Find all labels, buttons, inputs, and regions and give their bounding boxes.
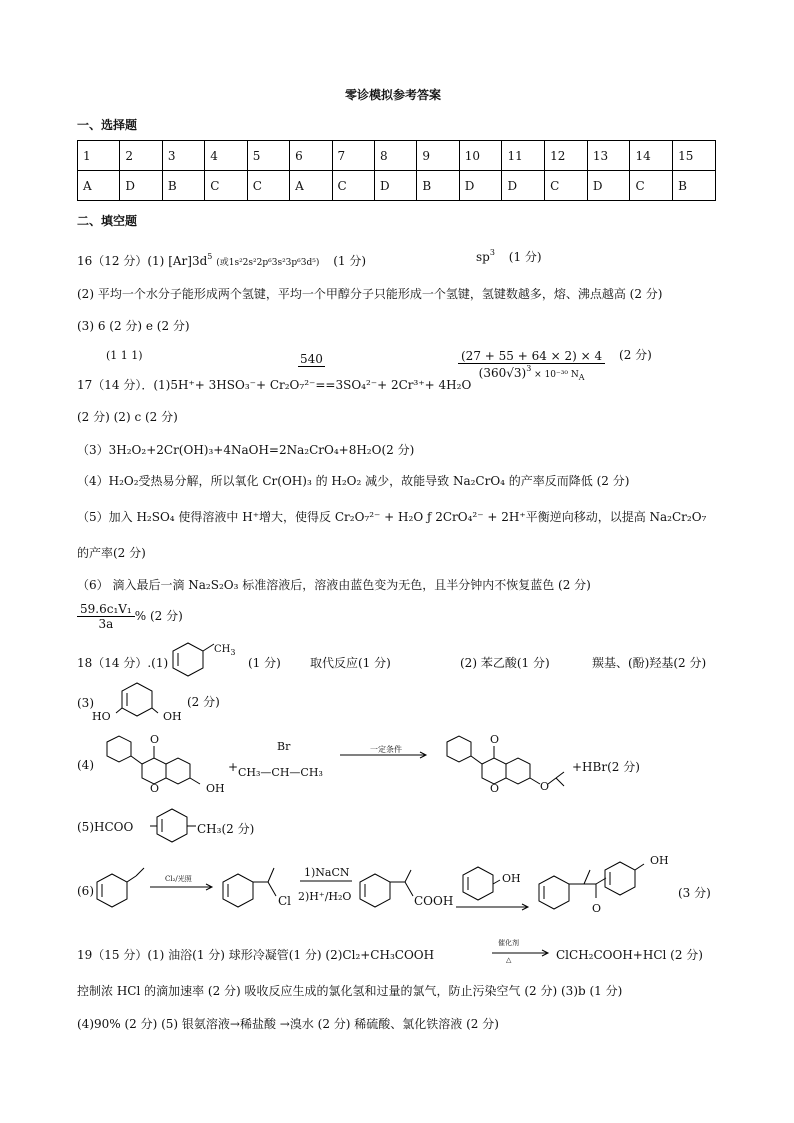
q18-part6-label: (6)	[77, 884, 94, 898]
page-title: 零诊模拟参考答案	[345, 88, 442, 102]
q18-score5: (2 分)	[187, 695, 220, 709]
q18-part5-tail: CH₃(2 分)	[197, 822, 255, 836]
q16-density	[458, 346, 652, 382]
answer-table-answer-cell: A	[290, 171, 332, 201]
q18-phenylacetic: (2) 苯乙酸(1 分)	[460, 656, 550, 670]
q18-head: 18（14 分）.(1)	[77, 656, 169, 670]
answer-table-number-cell: 15	[673, 141, 716, 171]
q18-o-carbonyl2: O	[490, 733, 500, 746]
q18-oh2-label: OH	[206, 782, 225, 795]
q18-o-ether: O	[540, 780, 550, 793]
q18-condition: 一定条件	[370, 745, 402, 754]
q16-config-alt-suffix: )	[315, 258, 320, 268]
q17-line1: 17（14 分）．(1)5H⁺+ 3HSO₃⁻+ Cr₂O₇²⁻==3SO₄²⁻+ 2Cr³⁺+ 4H₂O	[77, 378, 472, 392]
answer-table-answer-cell: B	[417, 171, 459, 201]
answer-table	[77, 140, 716, 201]
q19-cond: 催化剂	[498, 939, 519, 947]
q18-br-label: Br	[277, 740, 291, 753]
q18-plus: +	[228, 760, 239, 774]
q19-line3: (4)90% (2 分) (5) 银氨溶液→稀盐酸 →溴水 (2 分) 稀硫酸、氯化铁溶液 (2 分)	[77, 1017, 499, 1031]
answer-table-answer-cell: A	[78, 171, 120, 201]
q19-line2: 控制浓 HCl 的滴加速率 (2 分) 吸收反应生成的氯化氢和过量的氯气，防止污染空气 (2 分) (3)b (1 分)	[77, 984, 623, 998]
answer-table-answer-cell: C	[205, 171, 247, 201]
q18-groups: 羰基、(酚)羟基(2 分)	[592, 656, 707, 670]
answer-table-number-cell: 1	[78, 141, 120, 171]
q18-arrow4	[456, 904, 532, 912]
q18-step2: 2)H⁺/H₂O	[298, 890, 352, 903]
q16-line3: (3) 6 (2 分) e (2 分)	[77, 319, 190, 333]
answer-table-number-row	[78, 141, 716, 171]
q18-part4-label: (4)	[77, 758, 94, 772]
q18-reaction-type: 取代反应(1 分)	[310, 656, 391, 670]
q16-hybrid	[476, 248, 542, 265]
q16-coord: (1 1 1)	[106, 349, 143, 362]
answer-table-answer-cell: D	[374, 171, 416, 201]
q18-o-ring2: O	[490, 782, 500, 795]
q16-config-main-sup: 5	[207, 252, 213, 261]
q16-score3: (2 分)	[619, 348, 652, 362]
q18-cooh: COOH	[414, 894, 454, 908]
answer-table-number-cell: 9	[417, 141, 459, 171]
answer-table-answer-cell: B	[673, 171, 716, 201]
q16-value540: 540	[300, 352, 323, 366]
q16-config-main: [Ar]3d	[168, 254, 208, 268]
answer-table-answer-cell: D	[587, 171, 630, 201]
q18-cond2: Cl₂/光照	[165, 875, 192, 883]
q16-config-alt-prefix: (或	[216, 258, 229, 268]
q17-line3: （3）3H₂O₂+2Cr(OH)₃+4NaOH=2Na₂CrO₄+8H₂O(2 分)	[77, 443, 415, 457]
q17-fraction	[77, 602, 183, 631]
q17-line6: 的产率(2 分)	[77, 546, 146, 560]
q18-chain: CH₃—CH—CH₃	[238, 766, 323, 779]
q18-reaction-arrow	[340, 752, 430, 760]
q17-frac-num: 59.6c₁V₁	[77, 602, 135, 617]
q18-arrow2	[150, 884, 216, 892]
answer-table-number-cell: 5	[247, 141, 289, 171]
q18-step1: 1)NaCN	[304, 866, 350, 879]
answer-table-answer-cell: C	[630, 171, 673, 201]
answer-table-answer-cell: C	[332, 171, 374, 201]
q18-arrow3	[300, 880, 354, 884]
q17-frac-den: 3a	[98, 617, 114, 631]
section-choice-header: 一、选择题	[77, 118, 138, 132]
q16-config-alt: 1s²2s²2p⁶3s²3p⁶3d⁵	[228, 258, 316, 268]
answer-table-answer-cell: D	[459, 171, 502, 201]
q18-score6: +HBr(2 分)	[572, 760, 640, 774]
q18-o2: O	[592, 902, 602, 915]
q18-ho-label: HO	[92, 710, 111, 723]
answer-table-number-cell: 14	[630, 141, 673, 171]
q19-line1a: 19（15 分）(1) 油浴(1 分) 球形冷凝管(1 分) (2)Cl₂+CH₃COOH	[77, 948, 435, 962]
q16-score1: (1 分)	[333, 254, 367, 268]
q18-oh-label: OH	[163, 710, 182, 723]
answer-table-answer-cell: C	[247, 171, 289, 201]
q17-frac-tail: % (2 分)	[134, 609, 183, 623]
q16-density-num: (27 + 55 + 64 × 2) × 4	[458, 349, 605, 364]
q16-score2: (1 分)	[508, 250, 542, 264]
q18-part5-label: (5)HCOO	[77, 820, 134, 834]
q16-hybrid-sup: 3	[489, 248, 495, 257]
q18-o-carbonyl: O	[150, 733, 160, 746]
answer-table-answer-cell: C	[545, 171, 588, 201]
q16-head: 16（12 分）(1)	[77, 254, 165, 268]
q18-ch3-text: CH	[214, 644, 231, 655]
answer-table-answer-cell: B	[162, 171, 204, 201]
q16-line2: (2) 平均一个水分子能形成两个氢键，平均一个甲醇分子只能形成一个氢键，氢键数越多，熔、沸点越高 (2 分)	[77, 287, 663, 301]
isoflavone-ether-structure	[432, 732, 582, 804]
answer-table-answer-row	[78, 171, 716, 201]
q18-part3-label: (3)	[77, 696, 94, 710]
answer-table-number-cell: 10	[459, 141, 502, 171]
q18-oh3: OH	[502, 872, 521, 885]
q18-ch3	[214, 644, 235, 657]
q16-line1	[77, 252, 366, 269]
q16-density-den-tail: × 10⁻³⁰ N	[531, 370, 579, 380]
answer-table-number-cell: 3	[162, 141, 204, 171]
q18-ch3-sub: 3	[230, 648, 236, 657]
q17-line5: （5）加入 H₂SO₄ 使得溶液中 H⁺增大，使得反 Cr₂O₇²⁻ + H₂O ƒ 2CrO₄²⁻ + 2H⁺平衡逆向移动，以提高 Na₂Cr₂O₇	[77, 510, 707, 524]
q18-o-ring: O	[150, 782, 160, 795]
answer-table-number-cell: 13	[587, 141, 630, 171]
section-fill-header: 二、填空题	[77, 214, 138, 228]
q19-line1b: ClCH₂COOH+HCl (2 分)	[556, 948, 703, 962]
q17-line4: （4）H₂O₂受热易分解，所以氧化 Cr(OH)₃ 的 H₂O₂ 减少，故能导致 Na₂CrO₄ 的产率反而降低 (2 分)	[77, 474, 630, 488]
q18-score1: (1 分)	[248, 656, 281, 670]
answer-table-answer-cell: D	[502, 171, 545, 201]
q16-density-den-sub: A	[578, 373, 585, 382]
ethylbenzene-structure	[92, 864, 152, 910]
answer-table-answer-cell: D	[120, 171, 162, 201]
answer-table-number-cell: 2	[120, 141, 162, 171]
q19-arrow	[492, 950, 552, 958]
q18-cl-label: Cl	[278, 894, 292, 908]
q16-density-den: (360√3)	[478, 366, 527, 380]
answer-table-number-cell: 12	[545, 141, 588, 171]
q17-line7: （6） 滴入最后一滴 Na₂S₂O₃ 标准溶液后，溶液由蓝色变为无色，且半分钟内不恢复蓝色 (2 分)	[77, 578, 591, 592]
answer-table-number-cell: 6	[290, 141, 332, 171]
answer-table-number-cell: 4	[205, 141, 247, 171]
answer-table-number-cell: 7	[332, 141, 374, 171]
q18-oh4: OH	[650, 854, 669, 867]
answer-table-number-cell: 8	[374, 141, 416, 171]
q16-density-den-pow: 3	[526, 364, 532, 373]
q18-score7: (3 分)	[678, 886, 711, 900]
q16-hybrid-text: sp	[476, 250, 490, 264]
q17-line2: (2 分) (2) c (2 分)	[77, 410, 178, 424]
answer-table-number-cell: 11	[502, 141, 545, 171]
q19-cond-sub: △	[506, 956, 512, 964]
